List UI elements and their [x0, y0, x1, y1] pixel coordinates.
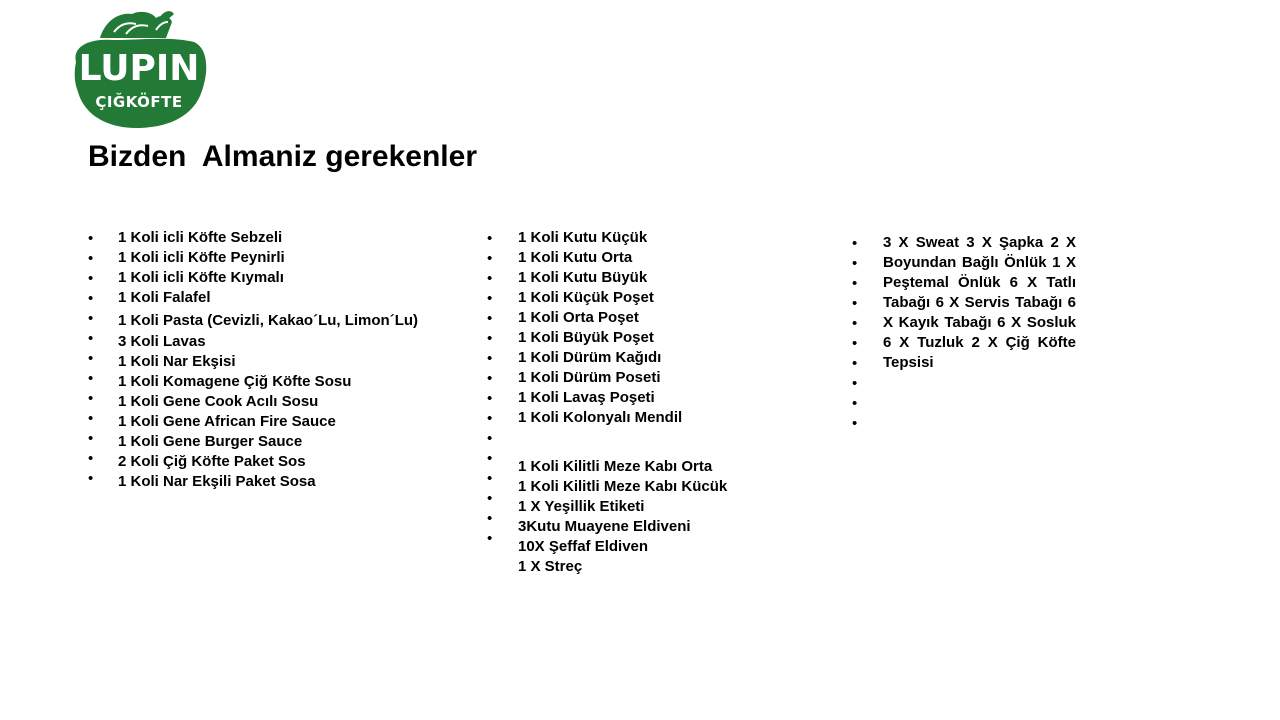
list-item: 1 X Yeşillik Etiketi	[518, 498, 645, 515]
logo-subtitle-text: ÇIĞKÖFTE	[95, 93, 183, 111]
bullet-marker: •	[852, 315, 858, 332]
bullet-column-1	[88, 229, 93, 489]
bullet-marker: •	[487, 270, 493, 287]
item-paragraph-column-3: 3 X Sweat 3 X Şapka 2 X Boyundan Bağlı Önlük 1 X Peştemal Önlük 6 X Tatlı Tabağı 6 X Servis Tabağı 6 X Kayık Tabağı 6 X Sosluk 6 X Tuzluk 2 X Çiğ Köfte Tepsisi	[883, 234, 1076, 371]
bullet-marker: •	[852, 415, 858, 432]
list-item: 1 Koli Kilitli Meze Kabı Orta	[518, 458, 713, 475]
list-item: 1 Koli Dürüm Kağıdı	[518, 349, 662, 366]
list-item: 3 Koli Lavas	[118, 333, 206, 350]
list-item: 1 Koli Kolonyalı Mendil	[518, 409, 683, 426]
list-item: 1 Koli Kutu Büyük	[518, 269, 648, 286]
bullet-marker: •	[88, 270, 94, 287]
bullet-marker: •	[487, 290, 493, 307]
list-item: 1 Koli Kutu Küçük	[518, 229, 648, 246]
lupin-logo	[70, 10, 208, 130]
item-list-column-2	[518, 228, 818, 577]
bullet-marker: •	[852, 275, 858, 292]
bullet-marker: •	[88, 290, 94, 307]
bullet-marker: •	[487, 470, 493, 487]
page-title: Bizden Almaniz gerekenler	[88, 140, 478, 173]
list-item: 1 X Streç	[518, 558, 583, 575]
bullet-marker: •	[487, 430, 493, 447]
list-item: 2 Koli Çiğ Köfte Paket Sos	[118, 453, 306, 470]
list-item: 1 Koli icli Köfte Kıymalı	[118, 269, 284, 286]
bullet-marker: •	[852, 375, 858, 392]
list-item: 1 Koli Kutu Orta	[518, 249, 633, 266]
list-item: 1 Koli Kilitli Meze Kabı Kücük	[518, 478, 728, 495]
list-item-spacer	[518, 428, 818, 457]
bullet-marker: •	[852, 235, 858, 252]
bullet-marker: •	[88, 350, 94, 367]
bullet-marker: •	[88, 370, 94, 387]
bullet-marker: •	[88, 410, 94, 427]
bullet-marker: •	[88, 310, 94, 327]
list-item: 3Kutu Muayene Eldiveni	[518, 518, 691, 535]
list-item: 1 Koli Gene African Fire Sauce	[118, 413, 336, 430]
bullet-marker: •	[88, 470, 94, 487]
bullet-marker: •	[852, 395, 858, 412]
bullet-column-3	[852, 234, 857, 434]
bullet-marker: •	[487, 310, 493, 327]
bullet-marker: •	[88, 430, 94, 447]
bullet-marker: •	[487, 450, 493, 467]
bullet-marker: •	[88, 230, 94, 247]
bullet-marker: •	[487, 530, 493, 547]
list-item: 1 Koli Büyük Poşet	[518, 329, 654, 346]
bullet-marker: •	[487, 330, 493, 347]
bullet-marker: •	[487, 510, 493, 527]
list-item: 1 Koli Nar Ekşisi	[118, 353, 236, 370]
bullet-marker: •	[88, 250, 94, 267]
bullet-marker: •	[852, 255, 858, 272]
bullet-marker: •	[852, 295, 858, 312]
list-item: 1 Koli icli Köfte Peynirli	[118, 249, 285, 266]
list-item: 1 Koli Nar Ekşili Paket Sosa	[118, 473, 316, 490]
bullet-marker: •	[487, 230, 493, 247]
list-item: 1 Koli Pasta (Cevizli, Kakao´Lu, Limon´Lu)	[118, 312, 419, 329]
bullet-marker: •	[487, 250, 493, 267]
bullet-column-2	[487, 229, 492, 549]
list-item: 1 Koli Orta Poşet	[518, 309, 639, 326]
bullet-marker: •	[88, 450, 94, 467]
list-item: 1 Koli Lavaş Poşeti	[518, 389, 655, 406]
list-item: 1 Koli Gene Burger Sauce	[118, 433, 303, 450]
list-item: 1 Koli Komagene Çiğ Köfte Sosu	[118, 373, 352, 390]
bullet-marker: •	[852, 355, 858, 372]
item-list-column-1	[118, 228, 458, 492]
list-item: 1 Koli icli Köfte Sebzeli	[118, 229, 283, 246]
list-item: 1 Koli Küçük Poşet	[518, 289, 654, 306]
bullet-marker: •	[487, 370, 493, 387]
logo-brand-text: LUPIN	[78, 48, 200, 89]
bullet-marker: •	[852, 335, 858, 352]
bullet-marker: •	[487, 390, 493, 407]
bullet-marker: •	[88, 390, 94, 407]
bullet-marker: •	[487, 410, 493, 427]
bullet-marker: •	[487, 350, 493, 367]
list-item: 1 Koli Gene Cook Acılı Sosu	[118, 393, 319, 410]
list-item: 1 Koli Dürüm Poseti	[518, 369, 661, 386]
list-item: 10X Şeffaf Eldiven	[518, 538, 649, 555]
list-item: 1 Koli Falafel	[118, 289, 211, 306]
bullet-marker: •	[487, 490, 493, 507]
bullet-marker: •	[88, 330, 94, 347]
